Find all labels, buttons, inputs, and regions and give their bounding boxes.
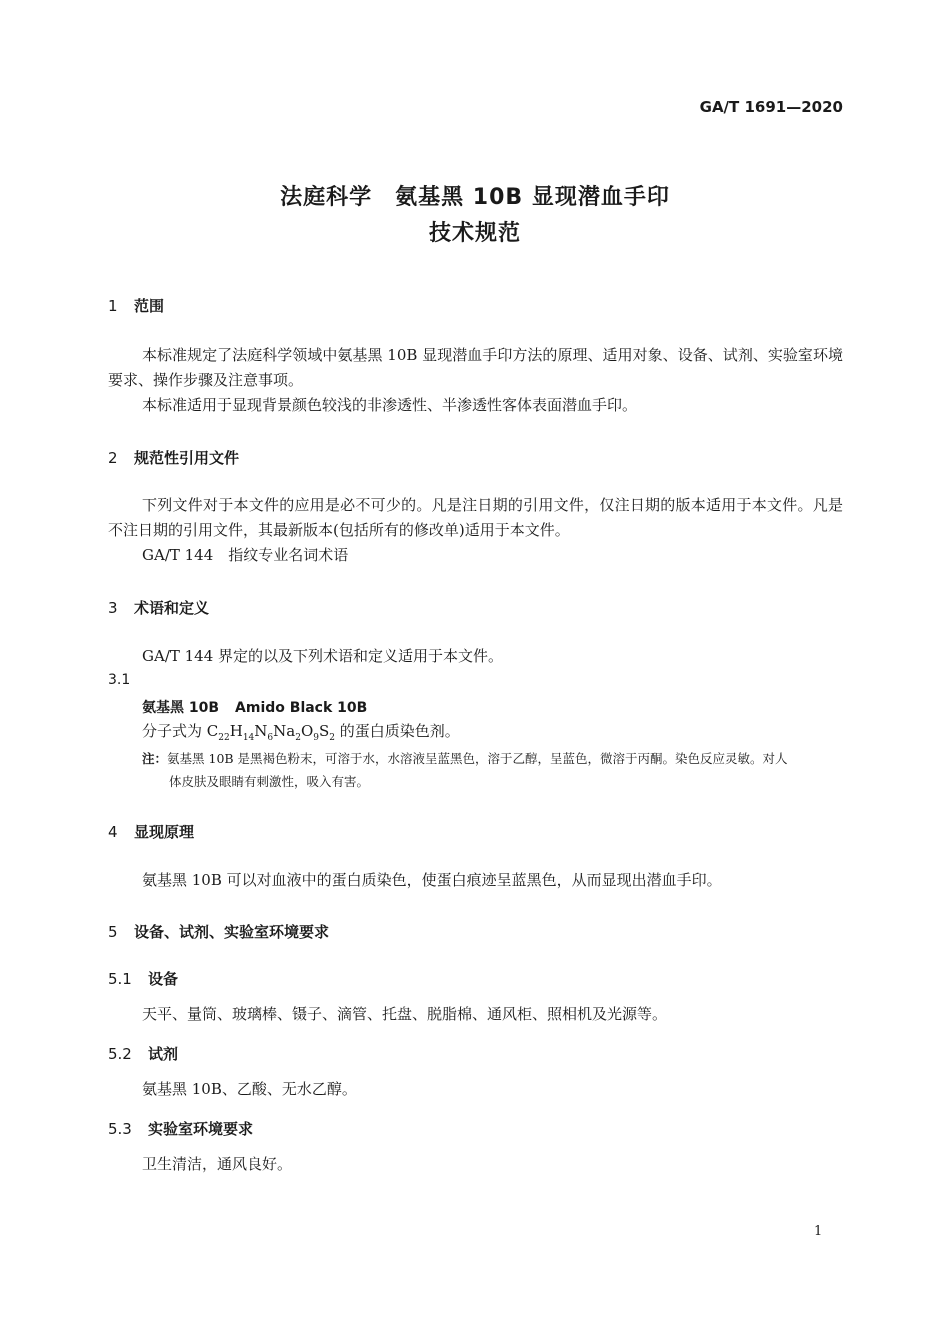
note-line-2: 体皮肤及眼睛有刺激性，吸入有害。 (169, 774, 370, 789)
section-number: 3 (108, 599, 118, 617)
section-title: 设备 (148, 970, 179, 988)
definition-suffix: 的蛋白质染色剂。 (335, 722, 460, 740)
section-title: 试剂 (148, 1045, 179, 1063)
section-5-2-text: 氨基黑 10B、乙酸、无水乙醇。 (142, 1080, 357, 1098)
section-title: 规范性引用文件 (134, 449, 240, 467)
section-4-heading (108, 821, 194, 842)
term-heading (142, 697, 367, 717)
section-3-heading (108, 597, 209, 618)
document-title-line2: 技术规范 (428, 221, 521, 246)
standard-code: GA/T 1691—2020 (699, 98, 843, 116)
section-number: 1 (108, 297, 118, 315)
section-title: 显现原理 (134, 823, 195, 841)
section-1-paragraph-1: 本标准规定了法庭科学领域中氨基黑 10B 显现潜血手印方法的原理、适用对象、设备、试剂、实验室环境要求、操作步骤及注意事项。 (108, 346, 843, 389)
section-title: 设备、试剂、实验室环境要求 (134, 923, 330, 941)
section-title: 实验室环境要求 (148, 1120, 254, 1138)
section-title: 范围 (134, 297, 165, 315)
section-number: 5.1 (108, 970, 132, 988)
term-note (142, 747, 842, 793)
section-title: 术语和定义 (134, 599, 210, 617)
chemical-formula: $C_{22}H_{14}N_6Na_2O_9S_2$ (206, 722, 335, 743)
note-label: 注： (142, 751, 168, 766)
section-4-paragraph-1: 氨基黑 10B 可以对血液中的蛋白质染色，使蛋白痕迹呈蓝黑色，从而显现出潜血手印。 (142, 871, 722, 889)
term-english: Amido Black 10B (235, 700, 368, 716)
section-number: 5.2 (108, 1045, 132, 1063)
section-5-3-text: 卫生清洁，通风良好。 (142, 1155, 293, 1173)
section-1-paragraph-2: 本标准适用于显现背景颜色较浅的非渗透性、半渗透性客体表面潜血手印。 (142, 396, 638, 414)
section-5-3-heading (108, 1118, 253, 1139)
section-3-paragraph-1: GA/T 144 界定的以及下列术语和定义适用于本文件。 (142, 647, 504, 665)
section-5-heading (108, 921, 329, 942)
section-2-heading (108, 447, 239, 468)
section-number: 4 (108, 823, 118, 841)
normative-reference: GA/T 144 指纹专业名词术语 (142, 546, 349, 564)
section-2-paragraph-1: 下列文件对于本文件的应用是必不可少的。凡是注日期的引用文件，仅注日期的版本适用于本文件。凡是不注日期的引用文件，其最新版本(包括所有的修改单)适用于本文件。 (108, 496, 843, 539)
document-title-line1: 法庭科学 氨基黑 10B 显现潜血手印 (280, 185, 670, 210)
definition-prefix: 分子式为 (142, 722, 207, 740)
section-5-1-text: 天平、量筒、玻璃棒、镊子、滴管、托盘、脱脂棉、通风柜、照相机及光源等。 (142, 1005, 668, 1023)
section-number: 5 (108, 923, 118, 941)
section-1-heading (108, 295, 164, 316)
section-5-2-heading (108, 1043, 178, 1064)
section-5-1-heading (108, 968, 178, 989)
section-number: 5.3 (108, 1120, 132, 1138)
section-number: 2 (108, 449, 118, 467)
term-number: 3.1 (108, 672, 131, 688)
note-line-1: 氨基黑 10B 是黑褐色粉末，可溶于水，水溶液呈蓝黑色，溶于乙醇，呈蓝色，微溶于丙酮。染色反应灵敏。对人 (167, 751, 788, 766)
page-number: 1 (814, 1224, 823, 1239)
term-chinese: 氨基黑 10B (142, 700, 220, 716)
